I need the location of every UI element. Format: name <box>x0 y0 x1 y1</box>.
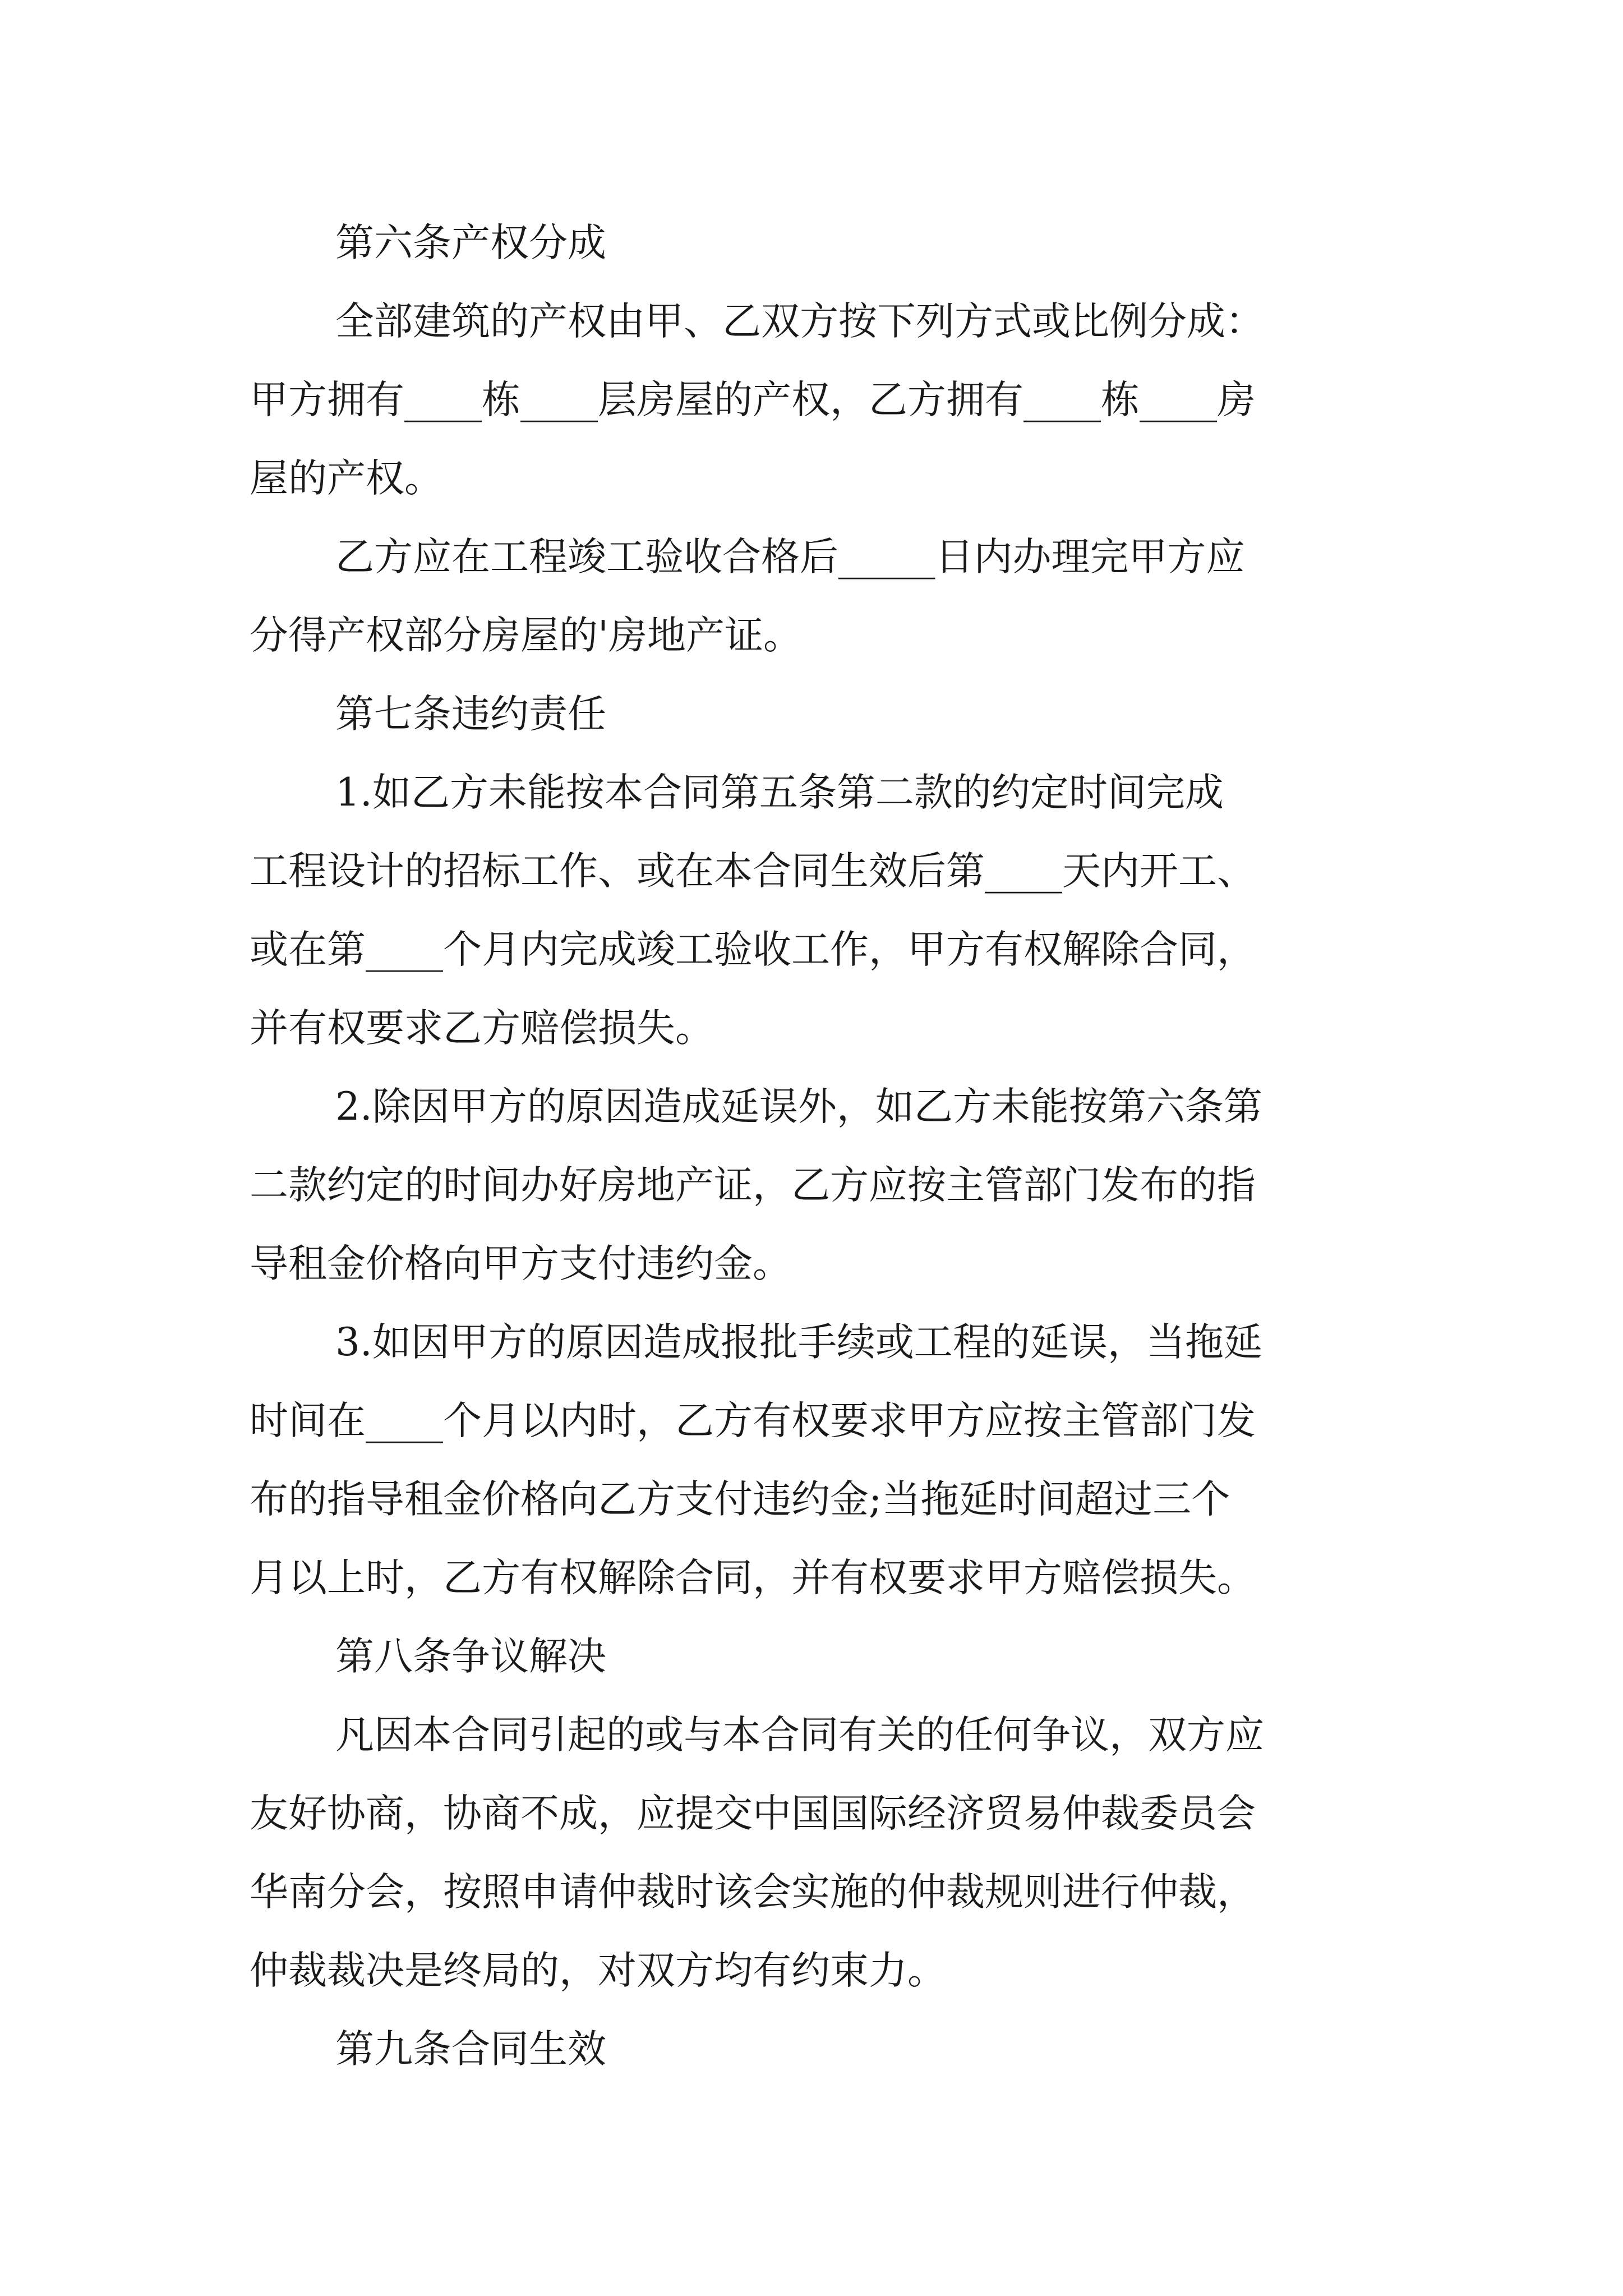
paragraph-line: 乙方应在工程竣工验收合格后_____日内办理完甲方应 <box>335 535 1245 579</box>
paragraph-line: 布的指导租金价格向乙方支付违约金;当拖延时间超过三个 <box>250 1477 1230 1522</box>
paragraph-line: 时间在____个月以内时，乙方有权要求甲方应按主管部门发 <box>250 1398 1256 1443</box>
paragraph-line: 友好协商，协商不成，应提交中国国际经济贸易仲裁委员会 <box>250 1791 1256 1836</box>
paragraph-line: 3.如因甲方的原因造成报批手续或工程的延误，当拖延 <box>335 1320 1262 1365</box>
article-6-heading: 第六条产权分成 <box>335 220 606 265</box>
paragraph-line: 甲方拥有____栋____层房屋的产权，乙方拥有____栋____房 <box>250 378 1256 422</box>
paragraph-line: 或在第____个月内完成竣工验收工作，甲方有权解除合同， <box>250 927 1256 972</box>
paragraph-line: 仲裁裁决是终局的，对双方均有约束力。 <box>250 1948 946 1993</box>
paragraph-line: 屋的产权。 <box>250 456 443 501</box>
paragraph-line: 凡因本合同引起的或与本合同有关的任何争议，双方应 <box>335 1713 1264 1757</box>
article-9-heading: 第九条合同生效 <box>335 2027 606 2072</box>
paragraph-line: 2.除因甲方的原因造成延误外，如乙方未能按第六条第 <box>335 1084 1262 1129</box>
paragraph-line: 工程设计的招标工作、或在本合同生效后第____天内开工、 <box>250 849 1256 894</box>
paragraph-line: 二款约定的时间办好房地产证，乙方应按主管部门发布的指 <box>250 1163 1256 1208</box>
article-8-heading: 第八条争议解决 <box>335 1634 606 1679</box>
paragraph-line: 全部建筑的产权由甲、乙双方按下列方式或比例分成： <box>335 299 1264 344</box>
paragraph-line: 导租金价格向甲方支付违约金。 <box>250 1241 791 1286</box>
paragraph-line: 1.如乙方未能按本合同第五条第二款的约定时间完成 <box>335 770 1224 815</box>
paragraph-line: 华南分会，按照申请仲裁时该会实施的仲裁规则进行仲裁， <box>250 1870 1256 1915</box>
paragraph-line: 分得产权部分房屋的'房地产证。 <box>250 613 802 658</box>
paragraph-line: 并有权要求乙方赔偿损失。 <box>250 1006 714 1051</box>
paragraph-line: 月以上时，乙方有权解除合同，并有权要求甲方赔偿损失。 <box>250 1556 1256 1600</box>
article-7-heading: 第七条违约责任 <box>335 692 606 737</box>
